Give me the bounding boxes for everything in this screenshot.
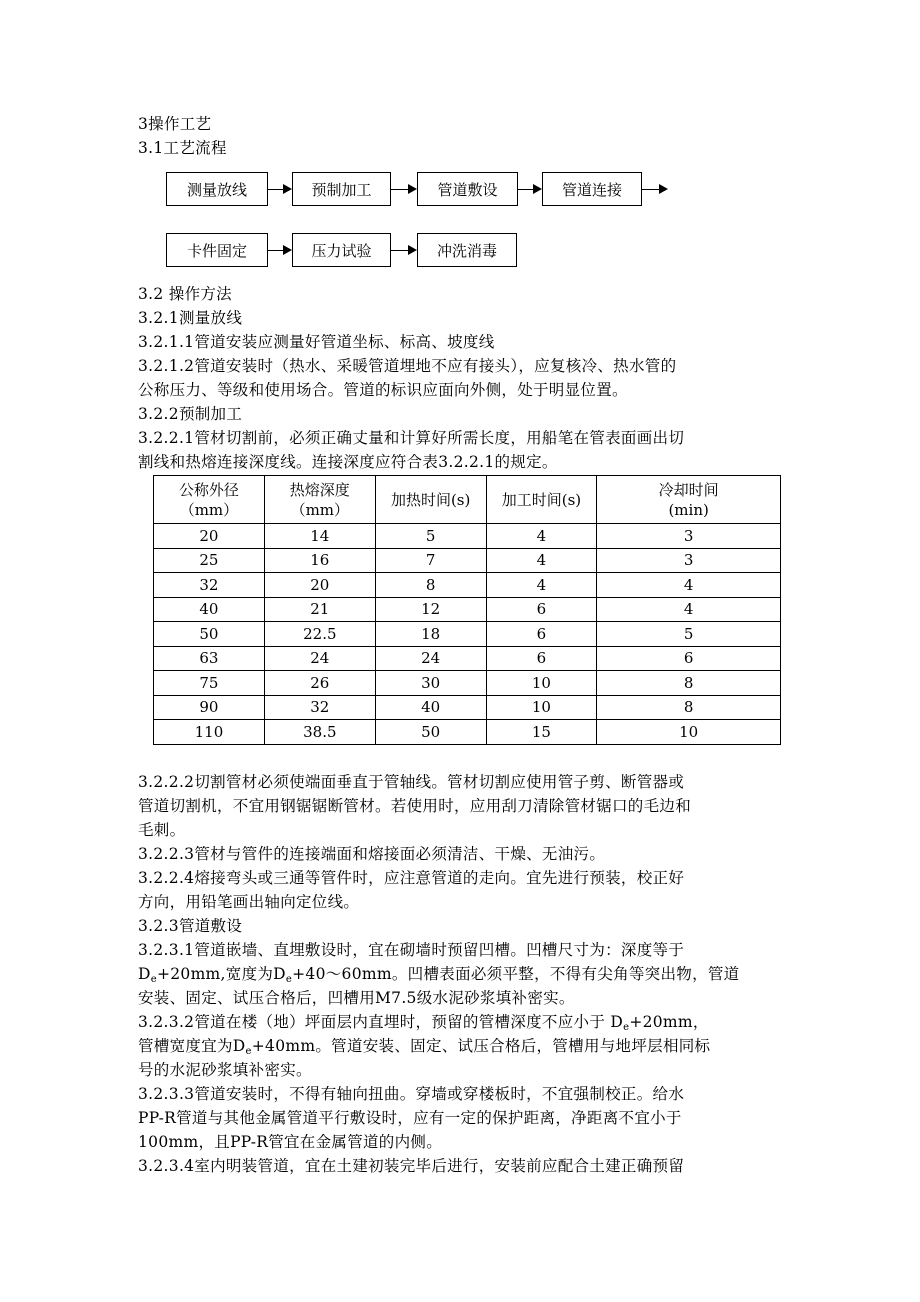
table-row [154,597,781,622]
table-cell: 8 [597,671,781,696]
flow-arrow [391,189,415,190]
paragraph-3-2-2-4-line1: 3.2.2.4熔接弯头或三通等管件时，应注意管道的走向。宜先进行预装，校正好 [138,869,685,887]
paragraph-3-2-2-2-line2: 管道切割机，不宜用钢锯锯断管材。若使用时，应用刮刀清除管材锯口的毛边和 [138,797,692,815]
table-cell: 40 [154,597,265,622]
table-cell: 38.5 [264,720,375,745]
table-cell: 6 [486,646,597,671]
table-cell: 4 [597,573,781,598]
table-cell: 24 [264,646,375,671]
table-cell: 25 [154,548,265,573]
paragraph-3-2-2-2-line3: 毛刺。 [138,821,186,839]
section-heading-3-2: 3.2 操作方法 [138,285,232,303]
section-heading-3-2-2: 3.2.2预制加工 [138,405,243,423]
paragraph-3-2-3-1-line2: $D_e+20mm$,宽度为$D_e+40\sim 60mm$。凹槽表面必须平整，不得有尖角等突出物，管道 [138,965,740,985]
table-cell: 6 [486,622,597,647]
table-cell: 32 [264,695,375,720]
table-cell: 21 [264,597,375,622]
table-cell: 30 [375,671,486,696]
flow-step-connect: 管道连接 [542,172,642,206]
table-cell: 4 [486,573,597,598]
table-cell: 5 [597,622,781,647]
table-cell: 4 [597,597,781,622]
paragraph-3-2-3-2-line3: 号的水泥砂浆填补密实。 [138,1061,312,1079]
table-cell: 90 [154,695,265,720]
flow-step-laying: 管道敷设 [417,172,518,206]
paragraph-3-2-2-2-line1: 3.2.2.2切割管材必须使端面垂直于管轴线。管材切割应使用管子剪、断管器或 [138,773,685,791]
paragraph-3-2-1-1: 3.2.1.1管道安装应测量好管道坐标、标高、坡度线 [138,333,495,351]
flow-arrow [268,189,290,190]
table-cell: 4 [486,524,597,549]
table-cell: 5 [375,524,486,549]
table-cell: 18 [375,622,486,647]
flow-step-measure: 测量放线 [166,172,268,206]
table-row [154,524,781,549]
flow-arrow [518,189,540,190]
flow-arrow [268,250,290,251]
table-cell: 3 [597,524,781,549]
table-cell: 20 [264,573,375,598]
paragraph-3-2-3-1-line3: 安装、固定、试压合格后，凹槽用M7.5级水泥砂浆填补密实。 [138,989,575,1007]
paragraph-3-2-1-2-line1: 3.2.1.2管道安装时（热水、采暖管道埋地不应有接头），应复核冷、热水管的 [138,357,677,375]
flow-step-fixing: 卡件固定 [166,233,268,267]
paragraph-3-2-1-2-line2: 公称压力、等级和使用场合。管道的标识应面向外侧，处于明显位置。 [138,381,628,399]
paragraph-3-2-3-2-line2: 管槽宽度宜为$D_e+40mm$。管道安装、固定、试压合格后，管槽用与地坪层相同标 [138,1037,711,1057]
table-cell: 4 [486,548,597,573]
table-row [154,548,781,573]
table-row [154,646,781,671]
table-cell: 6 [486,597,597,622]
table-row [154,720,781,745]
flow-step-flush: 冲洗消毒 [417,233,517,267]
table-row [154,573,781,598]
header-melt-depth: 热熔深度 （mm） [264,476,375,524]
table-cell: 22.5 [264,622,375,647]
table-cell: 6 [597,646,781,671]
table-cell: 110 [154,720,265,745]
table-cell: 40 [375,695,486,720]
header-cooling-time: 冷却时间 (min) [597,476,781,524]
section-heading-3-2-3: 3.2.3管道敷设 [138,917,243,935]
section-heading-3-1: 3.1工艺流程 [138,139,227,157]
table-cell: 16 [264,548,375,573]
paragraph-3-2-3-1-line1: 3.2.3.1管道嵌墙、直埋敷设时，宜在砌墙时预留凹槽。凹槽尺寸为：深度等于 [138,941,685,959]
paragraph-3-2-3-3-line3: 100mm，且PP-R管宜在金属管道的内侧。 [138,1133,442,1151]
table-cell: 3 [597,548,781,573]
table-cell: 8 [597,695,781,720]
header-heating-time: 加热时间(s) [375,476,486,524]
table-cell: 20 [154,524,265,549]
table-row [154,671,781,696]
table-cell: 15 [486,720,597,745]
hot-melt-spec-table [153,475,781,745]
table-cell: 63 [154,646,265,671]
header-outer-diameter: 公称外径 （mm） [154,476,265,524]
table-cell: 10 [486,695,597,720]
table-row [154,695,781,720]
table-cell: 24 [375,646,486,671]
table-cell: 50 [375,720,486,745]
paragraph-3-2-2-1-line2: 割线和热熔连接深度线。连接深度应符合表3.2.2.1的规定。 [138,453,558,471]
table-cell: 50 [154,622,265,647]
table-cell: 14 [264,524,375,549]
section-heading-3: 3操作工艺 [138,115,212,133]
table-cell: 26 [264,671,375,696]
table-header-row [154,476,781,524]
table-cell: 75 [154,671,265,696]
flow-step-prefab: 预制加工 [292,172,391,206]
flow-step-pressure-test: 压力试验 [292,233,391,267]
paragraph-3-2-3-4-line1: 3.2.3.4室内明装管道，宜在土建初装完毕后进行，安装前应配合土建正确预留 [138,1157,685,1175]
paragraph-3-2-2-4-line2: 方向，用铅笔画出轴向定位线。 [138,893,360,911]
table-row [154,622,781,647]
flow-arrow [642,189,666,190]
paragraph-3-2-3-3-line2: PP-R管道与其他金属管道平行敷设时，应有一定的保护距离，净距离不宜小于 [138,1109,682,1127]
table-cell: 8 [375,573,486,598]
header-processing-time: 加工时间(s) [486,476,597,524]
section-heading-3-2-1: 3.2.1测量放线 [138,309,243,327]
table-cell: 10 [486,671,597,696]
table-cell: 10 [597,720,781,745]
paragraph-3-2-3-3-line1: 3.2.3.3管道安装时，不得有轴向扭曲。穿墙或穿楼板时，不宜强制校正。给水 [138,1085,685,1103]
paragraph-3-2-2-1-line1: 3.2.2.1管材切割前，必须正确丈量和计算好所需长度，用船笔在管表面画出切 [138,429,685,447]
table-cell: 32 [154,573,265,598]
table-cell: 12 [375,597,486,622]
flow-arrow [391,250,415,251]
paragraph-3-2-2-3: 3.2.2.3管材与管件的连接端面和熔接面必须清洁、干燥、无油污。 [138,845,606,863]
table-cell: 7 [375,548,486,573]
paragraph-3-2-3-2-line1: 3.2.3.2管道在楼（地）坪面层内直埋时，预留的管槽深度不应小于 $D_e+20mm$， [138,1013,709,1033]
